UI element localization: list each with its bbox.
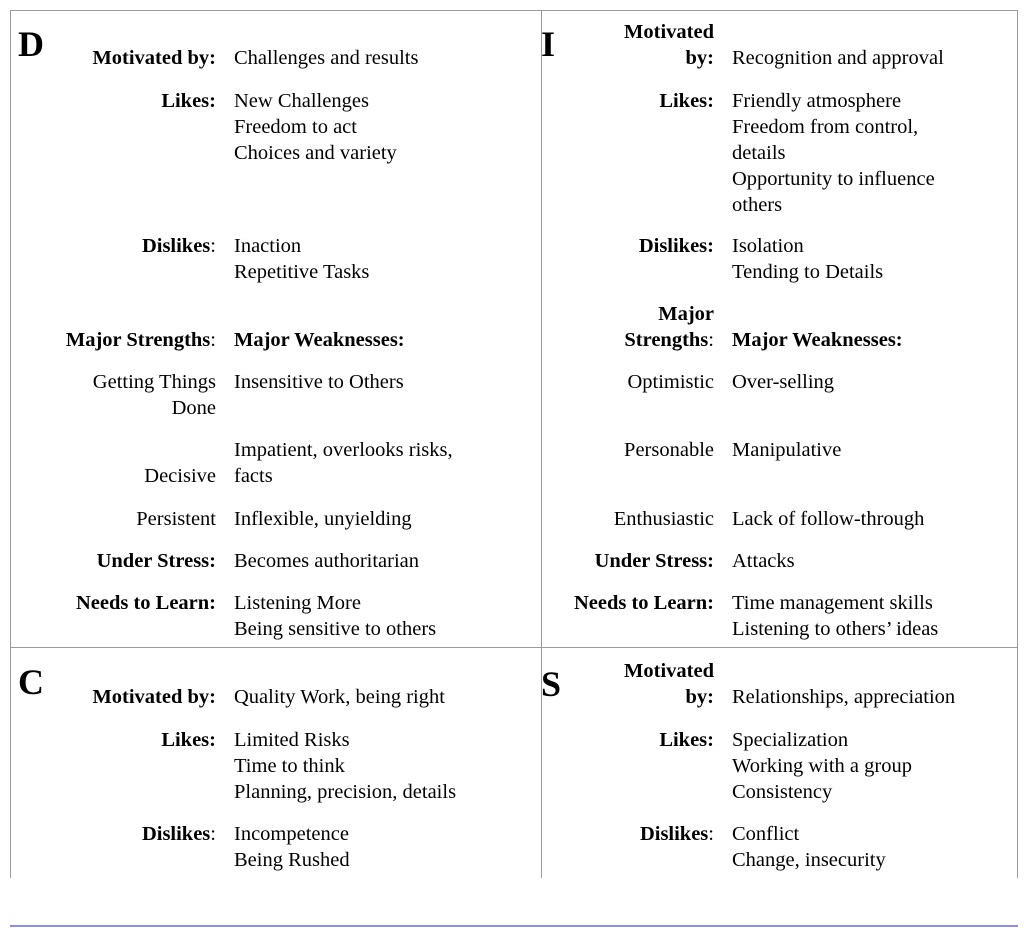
i-weakness-1: Over-selling — [732, 371, 835, 393]
c-dislikes-label: Dislikes: — [141, 823, 216, 845]
page-bottom-rule — [10, 925, 1018, 927]
d-weakness-2: Impatient, overlooks risks, facts — [234, 439, 453, 487]
i-dislikes-value: Isolation Tending to Details — [732, 235, 884, 283]
s-likes-label: Likes: — [659, 729, 714, 751]
i-dislikes-label: Dislikes: — [638, 235, 714, 257]
d-learn-label: Needs to Learn: — [75, 592, 216, 614]
c-motivated-value: Quality Work, being right — [234, 686, 445, 708]
d-weakness-3: Inflexible, unyielding — [234, 508, 412, 530]
s-motivated-label: Motivated by: — [624, 660, 714, 708]
d-weakness-1: Insensitive to Others — [234, 371, 404, 393]
i-motivated-label: Motivated by: — [624, 21, 714, 69]
i-likes-value: Friendly atmosphere Freedom from control, details Opportunity to influence others — [732, 90, 935, 216]
i-strength-1: Optimistic — [627, 371, 714, 393]
i-weakness-2: Manipulative — [732, 439, 842, 461]
i-learn-value: Time management skills Listening to others’ ideas — [732, 592, 939, 640]
i-stress-label: Under Stress: — [594, 550, 714, 572]
i-stress-value: Attacks — [732, 550, 795, 572]
i-strengths-header: Major Strengths: — [624, 303, 714, 351]
quadrant-letter-s: S — [541, 664, 562, 704]
d-strengths-header: Major Strengths: — [65, 329, 216, 351]
d-strength-2: Decisive — [144, 465, 216, 487]
d-likes-value: New Challenges Freedom to act Choices and variety — [234, 90, 397, 164]
i-likes-label: Likes: — [659, 90, 714, 112]
s-motivated-value: Relationships, appreciation — [732, 686, 956, 708]
d-motivated-label: Motivated by: — [92, 47, 216, 69]
quadrant-letter-i: I — [541, 24, 556, 64]
d-weaknesses-header: Major Weaknesses: — [234, 329, 405, 351]
i-strength-2: Personable — [624, 439, 714, 461]
i-motivated-value: Recognition and approval — [732, 47, 944, 69]
table-top-border — [10, 10, 1018, 11]
i-weaknesses-header: Major Weaknesses: — [732, 329, 903, 351]
d-dislikes-value: Inaction Repetitive Tasks — [234, 235, 370, 283]
s-dislikes-label: Dislikes: — [639, 823, 714, 845]
d-motivated-value: Challenges and results — [234, 47, 419, 69]
s-dislikes-value: Conflict Change, insecurity — [732, 823, 886, 871]
i-weakness-3: Lack of follow-through — [732, 508, 925, 530]
quadrant-letter-d: D — [18, 24, 44, 64]
table-left-border — [10, 10, 11, 878]
table-center-divider — [541, 10, 542, 878]
s-likes-value: Specialization Working with a group Consistency — [732, 729, 912, 803]
quadrant-letter-c: C — [18, 662, 44, 702]
d-strength-3: Persistent — [136, 508, 216, 530]
table-right-border — [1017, 10, 1018, 878]
d-strength-1: Getting Things Done — [92, 371, 216, 419]
d-dislikes-label: Dislikes: — [141, 235, 216, 257]
c-likes-value: Limited Risks Time to think Planning, precision, details — [234, 729, 457, 803]
table-row-divider — [10, 647, 1018, 648]
i-strength-3: Enthusiastic — [613, 508, 714, 530]
d-likes-label: Likes: — [161, 90, 216, 112]
d-learn-value: Listening More Being sensitive to others — [234, 592, 437, 640]
i-learn-label: Needs to Learn: — [573, 592, 714, 614]
d-stress-label: Under Stress: — [96, 550, 216, 572]
c-dislikes-value: Incompetence Being Rushed — [234, 823, 350, 871]
c-likes-label: Likes: — [161, 729, 216, 751]
c-motivated-label: Motivated by: — [92, 686, 216, 708]
d-stress-value: Becomes authoritarian — [234, 550, 420, 572]
